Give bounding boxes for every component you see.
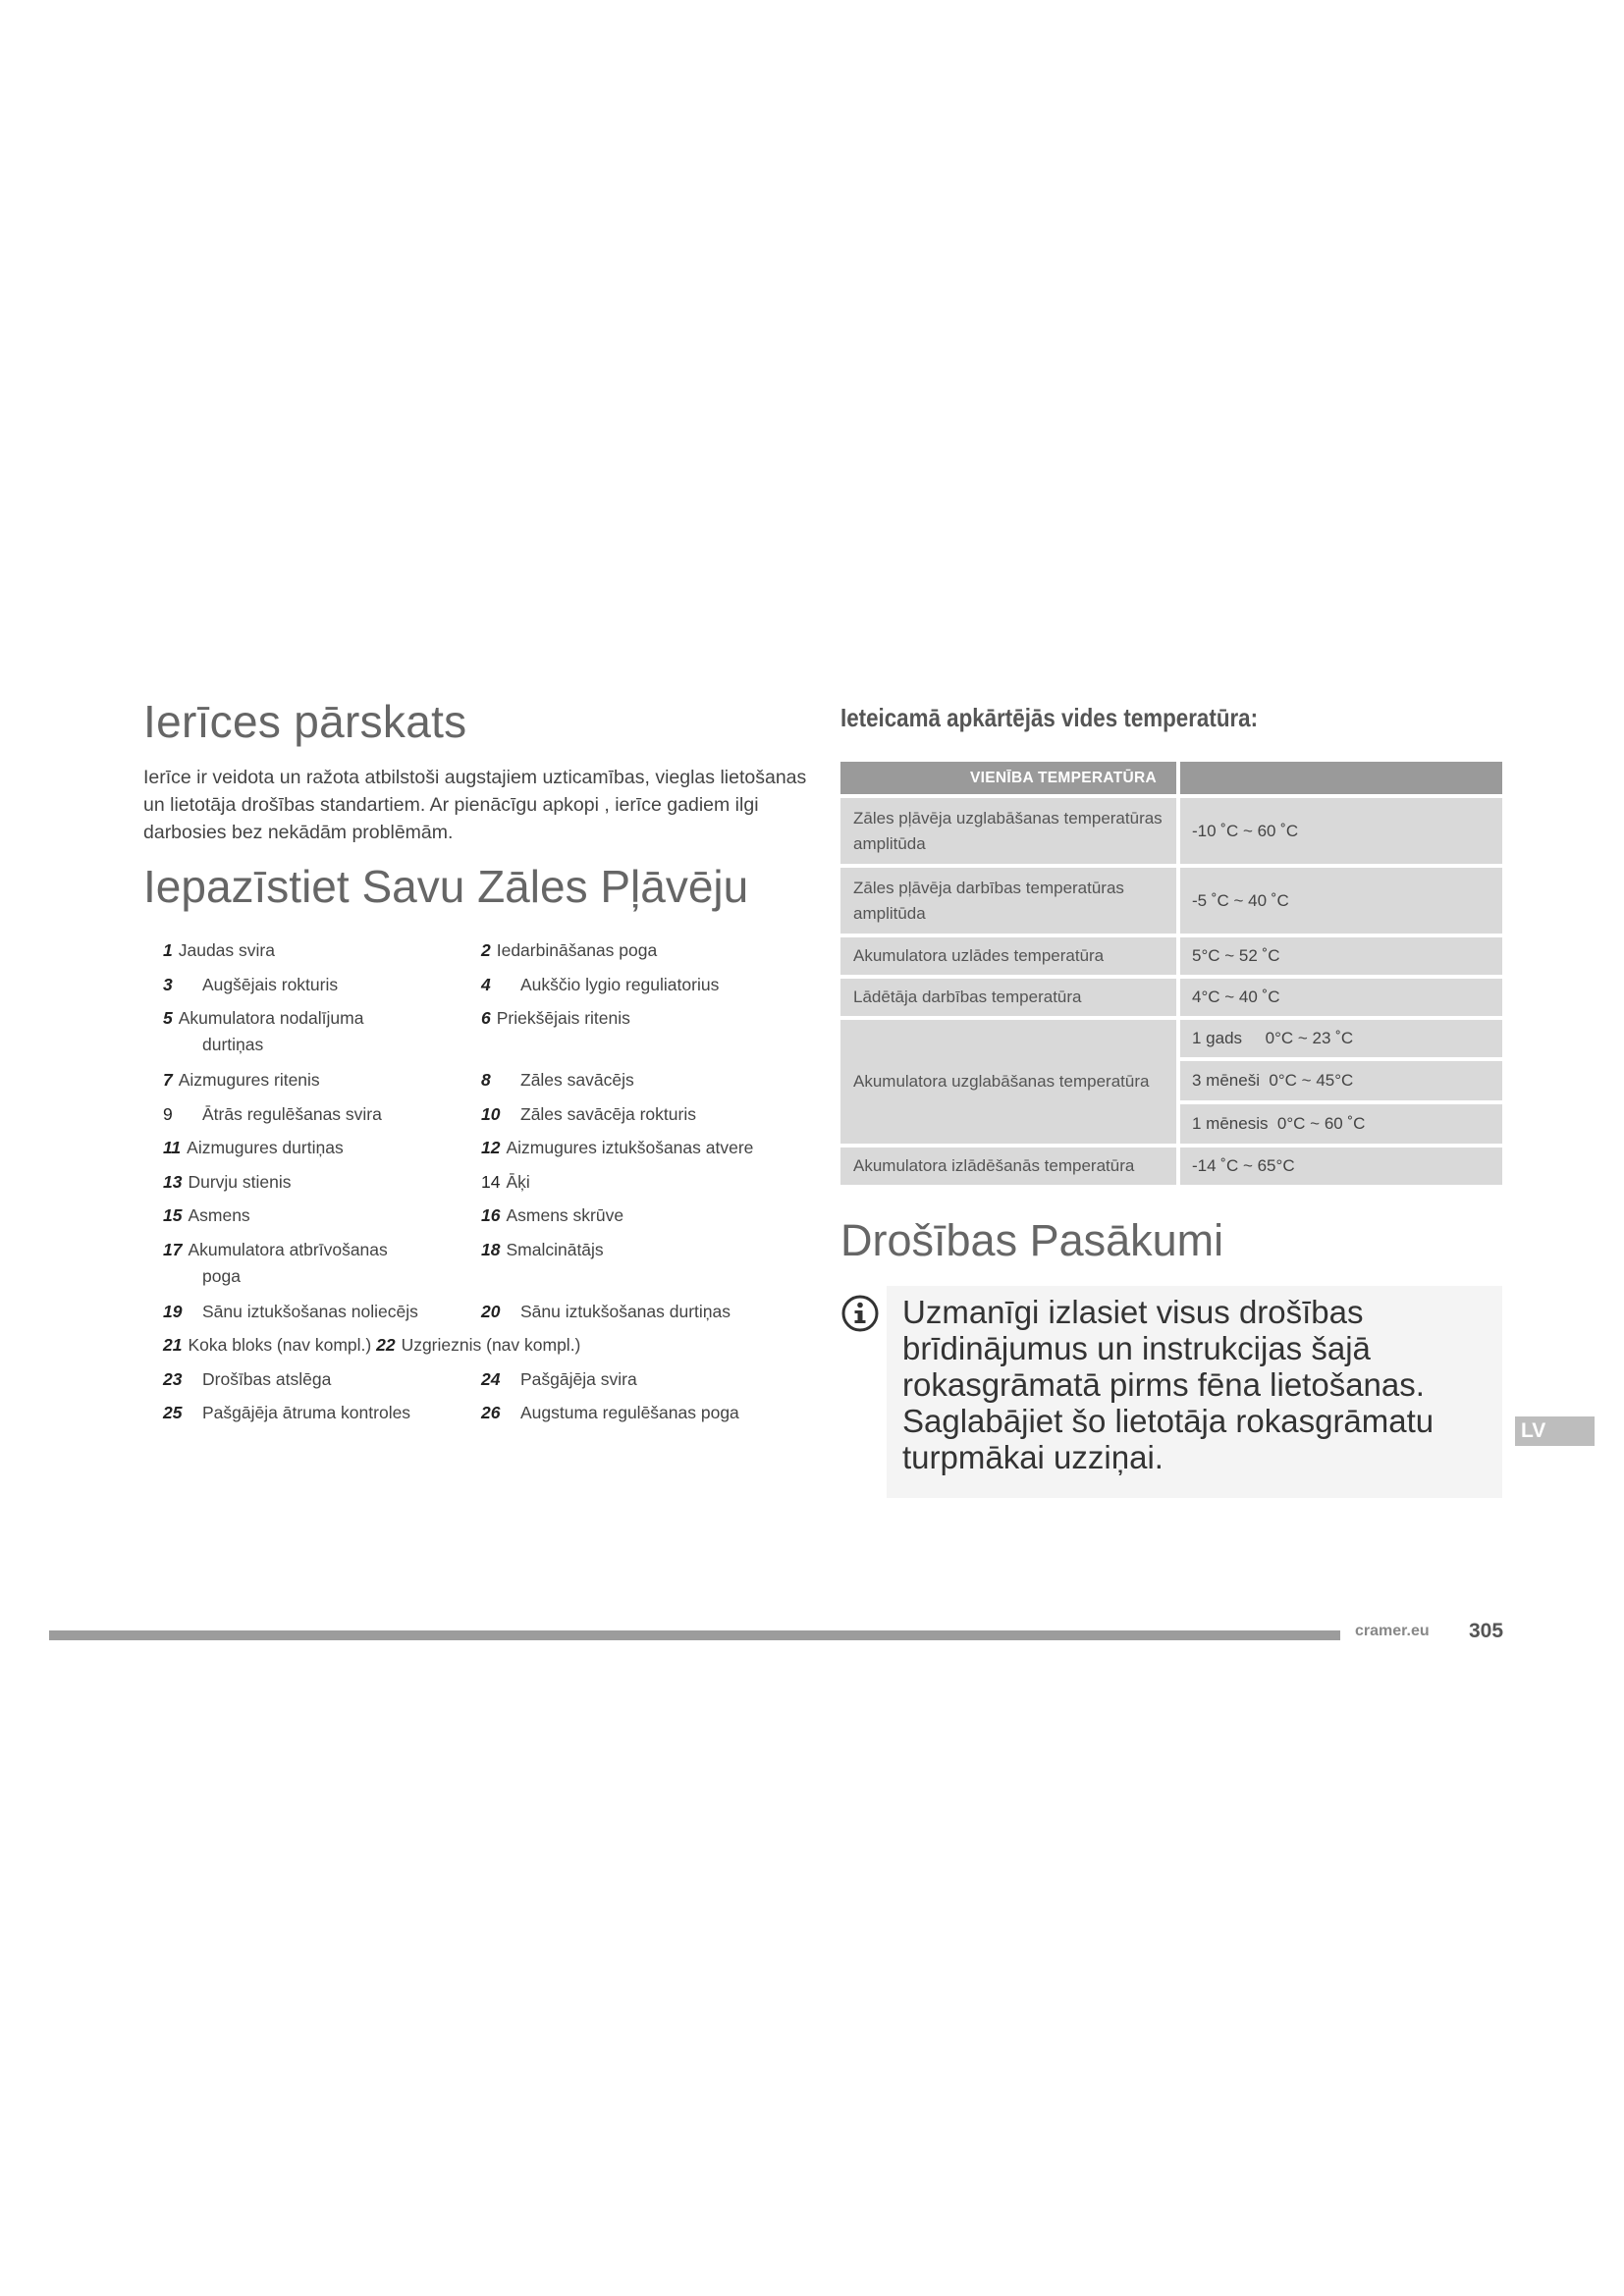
intro-paragraph: Ierīce ir veidota un ražota atbilstoši augstajiem uzticamības, vieglas lietošanas un lietotāja drošības standartiem. Ar pienācīgu apkopi , ierīce gadiem ilgi darbosies bez nekādām problēmām. [143, 767, 807, 843]
section-title-safety: Drošības Pasākumi [840, 1215, 1224, 1265]
notice-text: Uzmanīgi izlasiet visus drošības brīdinājumus un instrukcijas šajā rokasgrāmatā pirms fēna lietošanas. Saglabājiet šo lietotāja rokasgrāmatu turpmākai uzziņai. [902, 1294, 1435, 1475]
list-item: 3 Augšējais rokturis [163, 974, 339, 994]
table-cell-value: -10 ˚C ~ 60 ˚C [1180, 798, 1502, 864]
list-item: 9 Ātrās regulēšanas svira [163, 1103, 382, 1124]
list-item: 25 Pašgājēja ātruma kontroles [163, 1403, 411, 1422]
footer-bar [49, 1630, 1340, 1640]
list-item: 2 Iedarbināšanas poga [481, 940, 658, 960]
page-number: 305 [1469, 1620, 1504, 1642]
table-cell-value: 3 mēneši 0°C ~ 45°C [1180, 1061, 1502, 1100]
list-item: 7 Aizmugures ritenis [163, 1070, 320, 1090]
list-item: 18 Smalcinātājs [481, 1239, 604, 1259]
table-cell-label: Zāles pļāvēja uzglabāšanas temperatūras amplitūda [840, 798, 1176, 864]
list-item: 26 Augstuma regulēšanas poga [481, 1403, 739, 1422]
table-cell-label: Zāles pļāvēja darbības temperatūras amplitūda [840, 868, 1176, 934]
language-tab: LV [1515, 1416, 1595, 1446]
list-item: 11 Aizmugures durtiņas [163, 1138, 344, 1157]
table-cell-value: 5°C ~ 52 ˚C [1180, 937, 1502, 975]
table-cell-label: Lādētāja darbības temperatūra [840, 979, 1176, 1016]
list-item: 6 Priekšējais ritenis [481, 1008, 630, 1028]
list-item: 13 Durvju stienis [163, 1171, 292, 1192]
list-item: 10 Zāles savācēja rokturis [481, 1103, 696, 1124]
parts-list [163, 940, 811, 1437]
table-header-blank [1180, 762, 1502, 794]
table-cell-label: Akumulatora uzlādes temperatūra [840, 937, 1176, 975]
list-item: 8 Zāles savācējs [481, 1070, 634, 1090]
list-item: 20 Sānu iztukšošanas durtiņas [481, 1301, 731, 1321]
list-item: 23 Drošības atslēga [163, 1368, 332, 1389]
table-cell-value: 1 mēnesis 0°C ~ 60 ˚C [1180, 1104, 1502, 1144]
list-item: 12 Aizmugures iztukšošanas atvere [481, 1138, 754, 1157]
table-cell-label: Akumulatora uzglabāšanas temperatūra [840, 1020, 1176, 1144]
info-icon [840, 1294, 880, 1333]
list-item: 17 Akumulatora atbrīvošanas poga [163, 1239, 388, 1286]
table-cell-value: -14 ˚C ~ 65°C [1180, 1148, 1502, 1185]
table-cell-value: -5 ˚C ~ 40 ˚C [1180, 868, 1502, 934]
list-item: 16 Asmens skrūve [481, 1205, 624, 1225]
list-item: 21 Koka bloks (nav kompl.) 22 Uzgrieznis (nav kompl.) [163, 1335, 581, 1355]
table-cell-value: 1 gads 0°C ~ 23 ˚C [1180, 1020, 1502, 1057]
list-item: 5 Akumulatora nodalījuma durtiņas [163, 1008, 364, 1054]
list-item: 14 Āķi [481, 1171, 530, 1192]
temperature-title: Ieteicamā apkārtējās vides temperatūra: [840, 703, 1259, 732]
footer-site: cramer.eu [1355, 1623, 1430, 1639]
table-cell-label: Akumulatora izlādēšanās temperatūra [840, 1148, 1176, 1185]
table-header: VIENĪBA TEMPERATŪRA [840, 762, 1176, 794]
list-item: 4 Aukščio lygio reguliatorius [481, 974, 720, 994]
list-item: 15 Asmens [163, 1205, 250, 1225]
list-item: 1 Jaudas svira [163, 940, 275, 960]
table-cell-value: 4°C ~ 40 ˚C [1180, 979, 1502, 1016]
list-item: 19 Sānu iztukšošanas noliecējs [163, 1301, 418, 1321]
section-title-know-mower: Iepazīstiet Savu Zāles Pļāvēju [143, 861, 749, 912]
section-title-overview: Ierīces pārskats [143, 696, 467, 747]
list-item: 24 Pašgājēja svira [481, 1368, 637, 1389]
